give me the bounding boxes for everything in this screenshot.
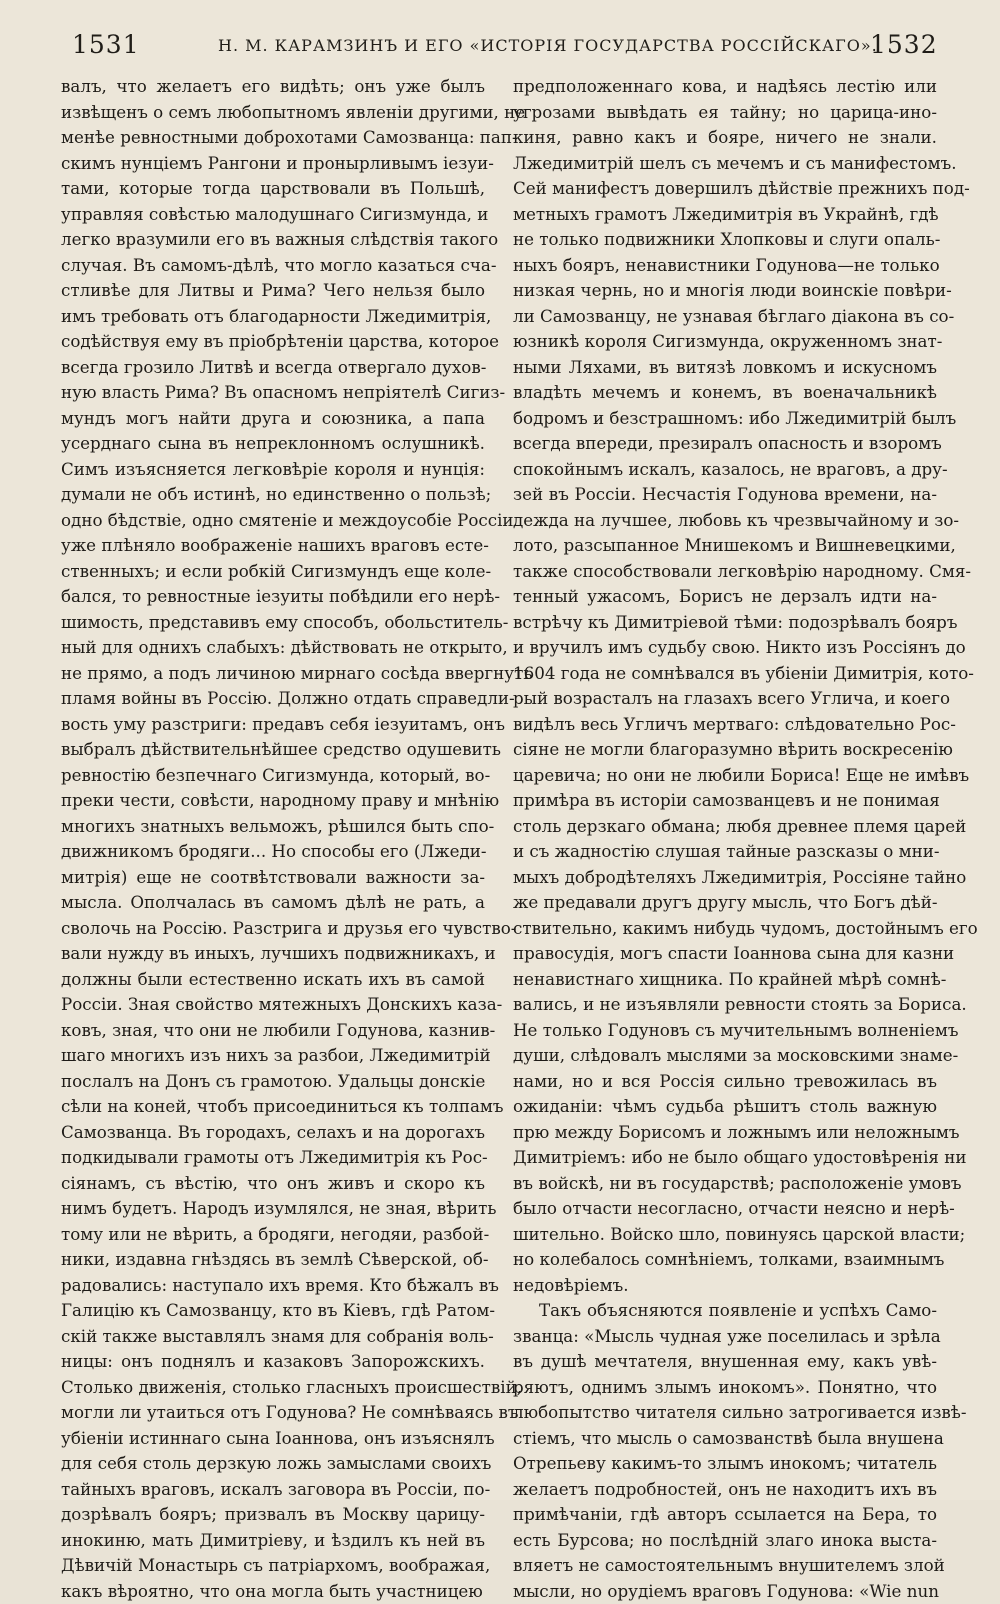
text-line: шаго многихъ изъ нихъ за разбои, Лжедимитрій <box>61 1043 485 1069</box>
page-header <box>0 0 1000 70</box>
text-line: прю между Борисомъ и ложнымъ или неложнымъ <box>513 1120 937 1146</box>
text-line: Галицію къ Самозванцу, кто въ Кіевъ, гдѣ Ратом- <box>61 1298 485 1324</box>
text-line: ковъ, зная, что они не любили Годунова, казнив- <box>61 1018 485 1044</box>
text-line: ники, издавна гнѣздясь въ землѣ Сѣверской, об- <box>61 1247 485 1273</box>
text-line: ряютъ, однимъ злымъ инокомъ». Понятно, что <box>513 1375 937 1401</box>
text-line: вость уму разстриги: предавъ себя іезуитамъ, онъ <box>61 712 485 738</box>
text-line: ревностію безпечнаго Сигизмунда, который, во- <box>61 763 485 789</box>
text-line: владѣть мечемъ и конемъ, въ военачальникѣ <box>513 380 937 406</box>
text-line: лото, разсыпанное Мнишекомъ и Вишневецкими, <box>513 533 937 559</box>
text-line: имъ требовать отъ благодарности Лжедимитрія, <box>61 304 485 330</box>
text-line: должны были естественно искать ихъ въ самой <box>61 967 485 993</box>
text-line: Сей манифестъ довершилъ дѣйствіе прежнихъ под- <box>513 176 937 202</box>
text-line: юзникѣ короля Сигизмунда, окруженномъ знат- <box>513 329 937 355</box>
text-line: послалъ на Донъ съ грамотою. Удальцы донскіе <box>61 1069 485 1095</box>
text-line: же предавали другъ другу мысль, что Богъ дѣй- <box>513 890 937 916</box>
text-line: столь дерзкаго обмана; любя древнее племя царей <box>513 814 937 840</box>
text-line: Россіи. Зная свойство мятежныхъ Донскихъ каза- <box>61 992 485 1018</box>
text-line: Не только Годуновъ съ мучительнымъ волненіемъ <box>513 1018 937 1044</box>
text-line: и вручилъ имъ судьбу свою. Никто изъ Россіянъ до <box>513 635 937 661</box>
text-line: есть Бурсова; но послѣдній злаго инока выста- <box>513 1528 937 1554</box>
text-line: содѣйствуя ему въ пріобрѣтеніи царства, которое <box>61 329 485 355</box>
text-line: убіеніи истиннаго сына Іоаннова, онъ изъяснялъ <box>61 1426 485 1452</box>
text-line: валъ, что желаетъ его видѣть; онъ уже былъ <box>61 74 485 100</box>
text-line: видѣлъ весь Угличъ мертваго: слѣдовательно Рос- <box>513 712 937 738</box>
text-line: зей въ Россіи. Несчастія Годунова времени, на- <box>513 482 937 508</box>
text-line: ожиданіи: чѣмъ судьба рѣшитъ столь важную <box>513 1094 937 1120</box>
text-line: тайныхъ враговъ, искалъ заговора въ Россіи, по- <box>61 1477 485 1503</box>
text-line: нами, но и вся Россія сильно тревожилась въ <box>513 1069 937 1095</box>
text-line: легко вразумили его въ важныя слѣдствія такого <box>61 227 485 253</box>
text-line: предположеннаго кова, и надѣясь лестію или <box>513 74 937 100</box>
text-line: Самозванца. Въ городахъ, селахъ и на дорогахъ <box>61 1120 485 1146</box>
text-line: сволочь на Россію. Разстрига и друзья его чувство- <box>61 916 485 942</box>
text-line: ный для однихъ слабыхъ: дѣйствовать не открыто, <box>61 635 485 661</box>
text-line: вляетъ не самостоятельнымъ внушителемъ злой <box>513 1553 937 1579</box>
text-line: угрозами вывѣдать ея тайну; но царица-ино- <box>513 100 937 126</box>
text-line: мундъ могъ найти друга и союзника, а папа <box>61 406 485 432</box>
text-line: недовѣріемъ. <box>513 1273 937 1299</box>
text-line: также способствовали легковѣрію народному. Смя- <box>513 559 937 585</box>
text-line: ными Ляхами, въ витязѣ ловкомъ и искусномъ <box>513 355 937 381</box>
text-line: мысли, но орудіемъ враговъ Годунова: «Wie nun <box>513 1579 937 1604</box>
text-line: инокиню, мать Димитріеву, и ѣздилъ къ ней въ <box>61 1528 485 1554</box>
text-line: души, слѣдовалъ мыслями за московскими знаме- <box>513 1043 937 1069</box>
text-line: Дѣвичій Монастырь съ патріархомъ, воображая, <box>61 1553 485 1579</box>
text-line: встрѣчу къ Димитріевой тѣми: подозрѣвалъ бояръ <box>513 610 937 636</box>
text-line: скій также выставлялъ знамя для собранія воль- <box>61 1324 485 1350</box>
text-line: любопытство читателя сильно затрогивается извѣ- <box>513 1400 937 1426</box>
text-line: уже плѣняло воображеніе нашихъ враговъ есте- <box>61 533 485 559</box>
text-line: ницы: онъ поднялъ и казаковъ Запорожскихъ. <box>61 1349 485 1375</box>
text-line: управляя совѣстью малодушнаго Сигизмунда, и <box>61 202 485 228</box>
text-line: ненавистнаго хищника. По крайней мѣрѣ сомнѣ- <box>513 967 937 993</box>
text-line: стіемъ, что мысль о самозванствѣ была внушена <box>513 1426 937 1452</box>
text-line: рый возрасталъ на глазахъ всего Углича, и коего <box>513 686 937 712</box>
text-line: сіянамъ, съ вѣстію, что онъ живъ и скоро къ <box>61 1171 485 1197</box>
text-line: Симъ изъясняется легковѣріе короля и нунція: <box>61 457 485 483</box>
text-line: и съ жадностію слушая тайные разсказы о мни- <box>513 839 937 865</box>
text-line: правосудія, могъ спасти Іоаннова сына для казни <box>513 941 937 967</box>
text-line: желаетъ подробностей, онъ не находитъ ихъ въ <box>513 1477 937 1503</box>
text-line: низкая чернь, но и многія люди воинскіе повѣри- <box>513 278 937 304</box>
text-line: преки чести, совѣсти, народному праву и мнѣнію <box>61 788 485 814</box>
text-line: Лжедимитрій шелъ съ мечемъ и съ манифестомъ. <box>513 151 937 177</box>
text-line: тенный ужасомъ, Борисъ не дерзалъ идти на- <box>513 584 937 610</box>
text-line: скимъ нунціемъ Рангони и пронырливымъ іезуи- <box>61 151 485 177</box>
text-line: не прямо, а подъ личиною мирнаго сосѣда ввергнуть <box>61 661 485 687</box>
text-line: мыхъ добродѣтеляхъ Лжедимитрія, Россіяне тайно <box>513 865 937 891</box>
text-line: могли ли утаиться отъ Годунова? Не сомнѣваясь въ <box>61 1400 485 1426</box>
text-line: подкидывали грамоты отъ Лжедимитрія къ Рос- <box>61 1145 485 1171</box>
text-line: Такъ объясняются появленіе и успѣхъ Само- <box>513 1298 937 1324</box>
right-page-number: 1532 <box>870 30 938 59</box>
right-text-column <box>513 74 937 1604</box>
text-line: извѣщенъ о семъ любопытномъ явленіи другими, не <box>61 100 485 126</box>
left-text-column <box>61 74 485 1604</box>
text-line: метныхъ грамотъ Лжедимитрія въ Украйнѣ, гдѣ <box>513 202 937 228</box>
text-line: пламя войны въ Россію. Должно отдать справедли- <box>61 686 485 712</box>
text-line: сѣли на коней, чтобъ присоединиться къ толпамъ <box>61 1094 485 1120</box>
text-line: вали нужду въ иныхъ, лучшихъ подвижникахъ, и <box>61 941 485 967</box>
text-line: думали не объ истинѣ, но единственно о пользѣ; <box>61 482 485 508</box>
text-line: киня, равно какъ и бояре, ничего не знали. <box>513 125 937 151</box>
text-line: стливѣе для Литвы и Рима? Чего нельзя было <box>61 278 485 304</box>
text-line: вались, и не изъявляли ревности стоять за Бориса. <box>513 992 937 1018</box>
text-line: менѣе ревностными доброхотами Самозванца: пап- <box>61 125 485 151</box>
text-line: движникомъ бродяги... Но способы его (Лжеди- <box>61 839 485 865</box>
text-line: ную власть Рима? Въ опасномъ непріятелѣ Сигиз- <box>61 380 485 406</box>
text-line: Димитріемъ: ибо не было общаго удостовѣренія ни <box>513 1145 937 1171</box>
text-line: 1604 года не сомнѣвался въ убіеніи Димитрія, кото- <box>513 661 937 687</box>
text-line: примѣчаніи, гдѣ авторъ ссылается на Бера, то <box>513 1502 937 1528</box>
text-line: дозрѣвалъ бояръ; призвалъ въ Москву царицу- <box>61 1502 485 1528</box>
text-line: бался, то ревностные іезуиты побѣдили его нерѣ- <box>61 584 485 610</box>
left-page-number: 1531 <box>72 30 140 59</box>
text-line: нимъ будетъ. Народъ изумлялся, не зная, вѣрить <box>61 1196 485 1222</box>
text-line: мысла. Ополчалась въ самомъ дѣлѣ не рать, а <box>61 890 485 916</box>
text-line: званца: «Мысль чудная уже поселилась и зрѣла <box>513 1324 937 1350</box>
text-line: усерднаго сына въ непреклонномъ ослушникѣ. <box>61 431 485 457</box>
text-line: было отчасти несогласно, отчасти неясно и нерѣ- <box>513 1196 937 1222</box>
text-line: выбралъ дѣйствительнѣйшее средство одушевить <box>61 737 485 763</box>
text-line: спокойнымъ искалъ, казалось, не враговъ, а дру- <box>513 457 937 483</box>
text-line: ствительно, какимъ нибудь чудомъ, достойнымъ его <box>513 916 937 942</box>
text-line: Отрепьеву какимъ-то злымъ инокомъ; читатель <box>513 1451 937 1477</box>
text-line: митрія) еще не соотвѣтствовали важности за- <box>61 865 485 891</box>
text-line: но колебалось сомнѣніемъ, толками, взаимнымъ <box>513 1247 937 1273</box>
text-line: ли Самозванцу, не узнавая бѣглаго діакона въ со- <box>513 304 937 330</box>
text-line: всегда грозило Литвѣ и всегда отвергало духов- <box>61 355 485 381</box>
text-line: дежда на лучшее, любовь къ чрезвычайному и зо- <box>513 508 937 534</box>
text-line: тами, которые тогда царствовали въ Польшѣ, <box>61 176 485 202</box>
running-title: Н. М. КАРАМЗИНЪ И ЕГО «ИСТОРІЯ ГОСУДАРСТВА РОССІЙСКАГО». <box>218 36 808 55</box>
text-line: сіяне не могли благоразумно вѣрить воскресенію <box>513 737 937 763</box>
text-line: какъ вѣроятно, что она могла быть участницею <box>61 1579 485 1604</box>
text-line: ныхъ бояръ, ненавистники Годунова—не только <box>513 253 937 279</box>
text-line: бодромъ и безстрашномъ: ибо Лжедимитрій былъ <box>513 406 937 432</box>
text-line: не только подвижники Хлопковы и слуги опаль- <box>513 227 937 253</box>
text-line: одно бѣдствіе, одно смятеніе и междоусобіе Россіи <box>61 508 485 534</box>
text-line: въ войскѣ, ни въ государствѣ; расположеніе умовъ <box>513 1171 937 1197</box>
text-line: многихъ знатныхъ вельможъ, рѣшился быть спо- <box>61 814 485 840</box>
text-line: для себя столь дерзкую ложь замыслами своихъ <box>61 1451 485 1477</box>
text-line: случая. Въ самомъ-дѣлѣ, что могло казаться сча- <box>61 253 485 279</box>
text-line: царевича; но они не любили Бориса! Еще не имѣвъ <box>513 763 937 789</box>
text-line: всегда впереди, презиралъ опасность и взоромъ <box>513 431 937 457</box>
text-line: примѣра въ исторіи самозванцевъ и не понимая <box>513 788 937 814</box>
text-line: Столько движенія, столько гласныхъ происшествій, <box>61 1375 485 1401</box>
text-line: въ душѣ мечтателя, внушенная ему, какъ увѣ- <box>513 1349 937 1375</box>
text-line: ственныхъ; и если робкій Сигизмундъ еще коле- <box>61 559 485 585</box>
text-line: шимость, представивъ ему способъ, обольститель- <box>61 610 485 636</box>
text-line: шительно. Войско шло, повинуясь царской власти; <box>513 1222 937 1248</box>
text-line: тому или не вѣрить, а бродяги, негодяи, разбой- <box>61 1222 485 1248</box>
text-line: радовались: наступало ихъ время. Кто бѣжалъ въ <box>61 1273 485 1299</box>
